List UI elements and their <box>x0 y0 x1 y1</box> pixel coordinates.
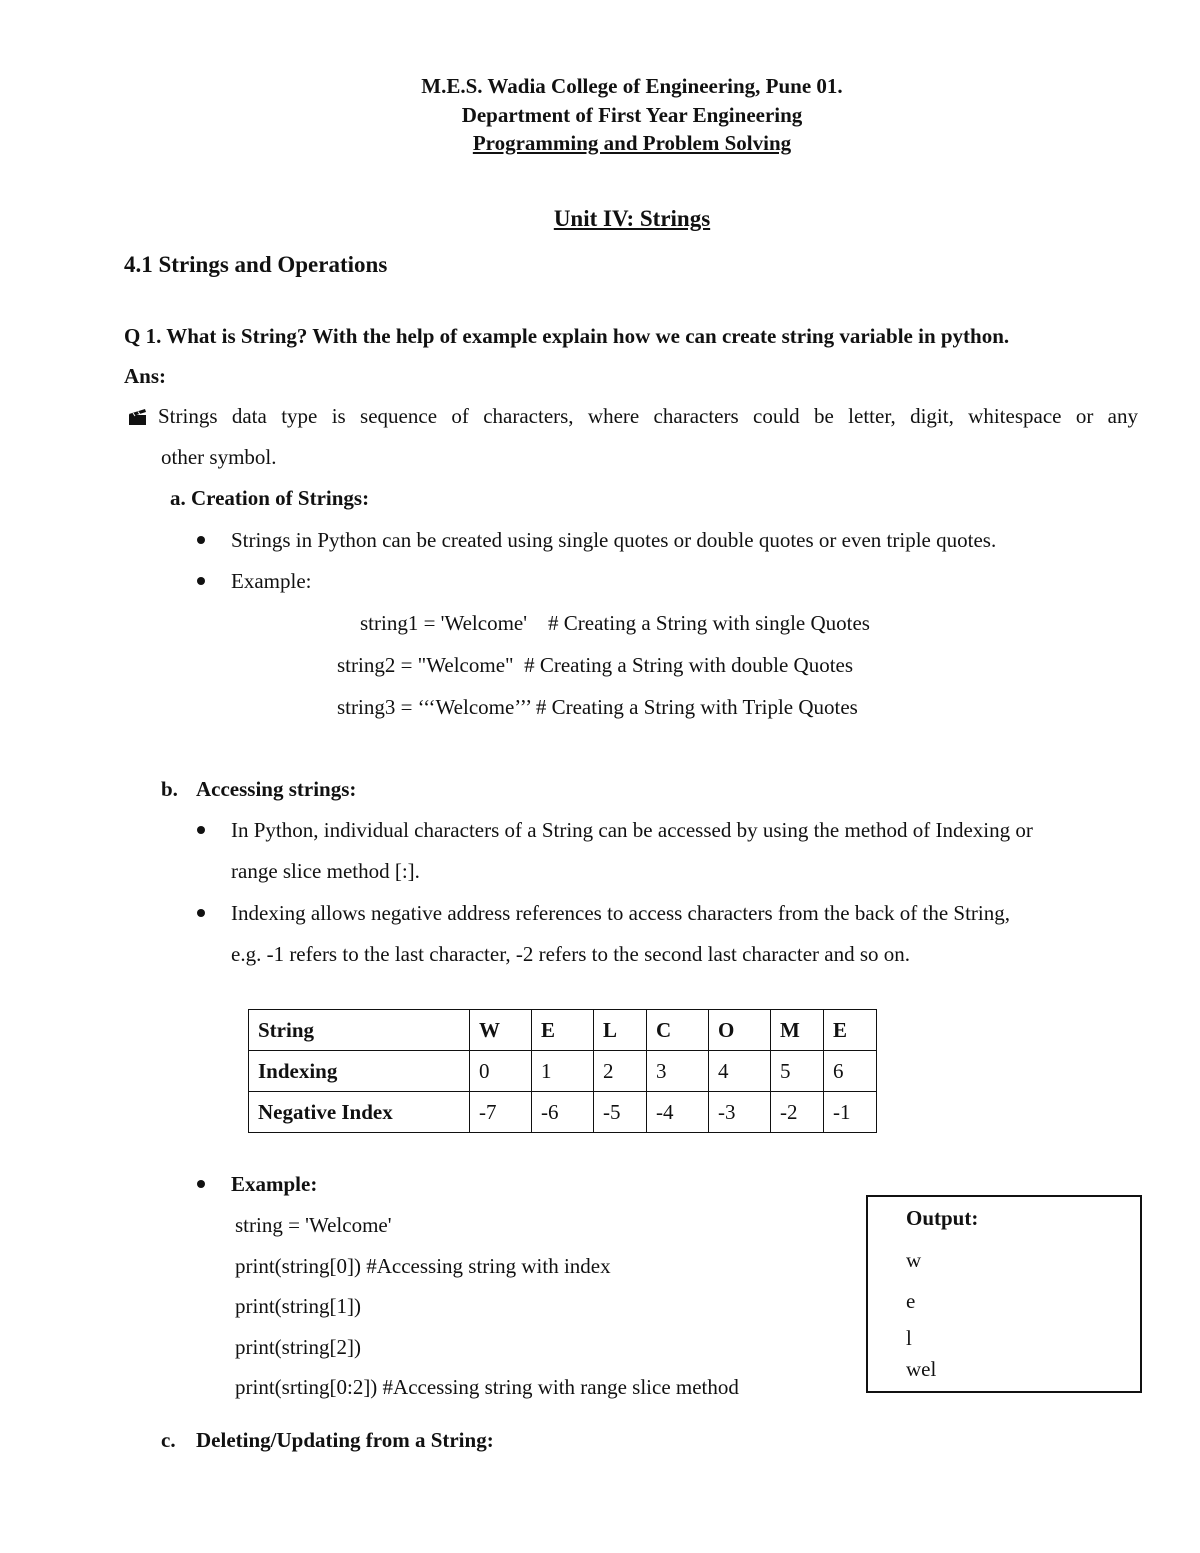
code-line-1: string1 = 'Welcome' # Creating a String with single Quotes <box>360 611 870 635</box>
table-cell: -5 <box>594 1092 647 1133</box>
bullet-icon <box>197 1180 205 1188</box>
bullet-icon <box>197 577 205 585</box>
department-name: Department of First Year Engineering <box>461 103 803 127</box>
table-cell: 5 <box>771 1051 824 1092</box>
table-cell: L <box>594 1010 647 1051</box>
string-index-table <box>248 1009 877 1133</box>
accessing-heading-letter: b. <box>161 777 178 801</box>
table-cell: -6 <box>532 1092 594 1133</box>
table-cell: -1 <box>824 1092 877 1133</box>
table-cell: 2 <box>594 1051 647 1092</box>
example-code-line: print(string[2]) <box>235 1335 361 1359</box>
table-cell: E <box>532 1010 594 1051</box>
table-cell: C <box>647 1010 709 1051</box>
table-row <box>249 1051 877 1092</box>
creation-bullet-1: Strings in Python can be created using single quotes or double quotes or even triple quotes. <box>231 528 997 552</box>
table-cell: -7 <box>470 1092 532 1133</box>
deleting-heading: Deleting/Updating from a String: <box>196 1428 494 1452</box>
course-title: Programming and Problem Solving <box>472 131 792 155</box>
table-cell: -2 <box>771 1092 824 1133</box>
output-line: l <box>906 1326 912 1350</box>
code-line-2: string2 = "Welcome" # Creating a String with double Quotes <box>337 653 854 677</box>
table-cell: 1 <box>532 1051 594 1092</box>
intro-line-2: other symbol. <box>161 445 277 469</box>
answer-label: Ans: <box>124 364 167 388</box>
example-code-line: print(srting[0:2]) #Accessing string with range slice method <box>235 1375 739 1399</box>
output-label: Output: <box>906 1206 979 1230</box>
clapperboard-icon <box>128 408 148 431</box>
table-cell: O <box>709 1010 771 1051</box>
table-row <box>249 1010 877 1051</box>
table-cell: W <box>470 1010 532 1051</box>
question-text: Q 1. What is String? With the help of example explain how we can create string variable in python. <box>124 324 1010 348</box>
row-label: Indexing <box>249 1051 470 1092</box>
deleting-heading-letter: c. <box>161 1428 176 1452</box>
accessing-heading: Accessing strings: <box>196 777 357 801</box>
creation-heading: a. Creation of Strings: <box>170 486 370 510</box>
output-line: w <box>906 1248 922 1272</box>
table-cell: -3 <box>709 1092 771 1133</box>
unit-title: Unit IV: Strings <box>553 206 711 231</box>
creation-bullet-2: Example: <box>231 569 312 593</box>
college-name: M.E.S. Wadia College of Engineering, Pune 01. <box>421 74 843 98</box>
table-cell: 6 <box>824 1051 877 1092</box>
bullet-icon <box>197 826 205 834</box>
table-row <box>249 1092 877 1133</box>
table-cell: 0 <box>470 1051 532 1092</box>
section-title: 4.1 Strings and Operations <box>124 252 388 277</box>
example-label: Example: <box>231 1172 318 1196</box>
output-line: wel <box>906 1357 937 1381</box>
output-line: e <box>906 1289 916 1313</box>
accessing-bullet-2-line-2: e.g. -1 refers to the last character, -2 refers to the second last character and so on. <box>231 942 911 966</box>
bullet-icon <box>197 909 205 917</box>
example-code-line: string = 'Welcome' <box>235 1213 392 1237</box>
row-label: String <box>249 1010 470 1051</box>
example-code-line: print(string[1]) <box>235 1294 361 1318</box>
table-cell: M <box>771 1010 824 1051</box>
table-cell: E <box>824 1010 877 1051</box>
accessing-bullet-2-line-1: Indexing allows negative address references to access characters from the back of the String, <box>231 901 1011 925</box>
code-line-3: string3 = ‘‘‘Welcome’’’ # Creating a String with Triple Quotes <box>337 695 858 719</box>
bullet-icon <box>197 536 205 544</box>
accessing-bullet-1-line-2: range slice method [:]. <box>231 859 420 883</box>
example-code-line: print(string[0]) #Accessing string with index <box>235 1254 611 1278</box>
intro-line-1: Strings data type is sequence of characters, where characters could be letter, digit, whitespace or any <box>158 404 1138 428</box>
table-cell: 4 <box>709 1051 771 1092</box>
table-cell: -4 <box>647 1092 709 1133</box>
row-label: Negative Index <box>249 1092 470 1133</box>
accessing-bullet-1-line-1: In Python, individual characters of a String can be accessed by using the method of Indexing or <box>231 818 1033 842</box>
table-cell: 3 <box>647 1051 709 1092</box>
